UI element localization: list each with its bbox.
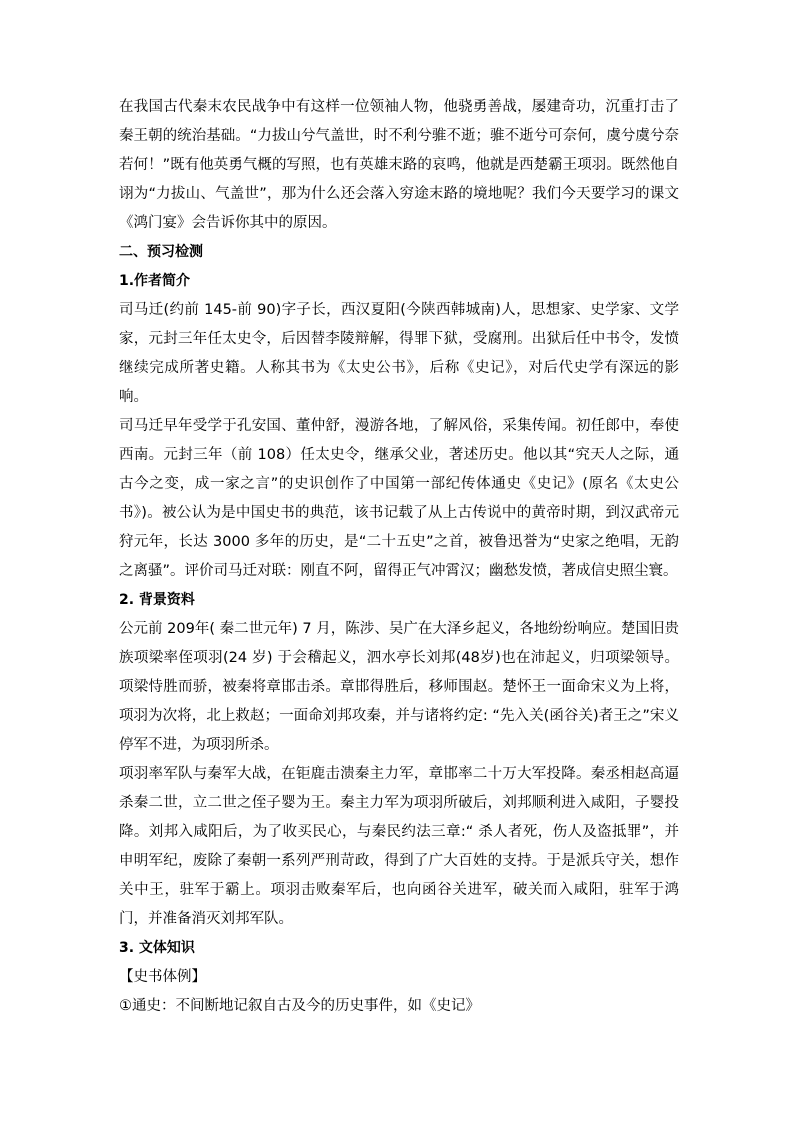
history-genre-subheading: 【史书体例】	[119, 969, 206, 985]
genre-list-item-1: ①通史：不间断地记叙自古及今的历史事件，如《史记》	[119, 998, 480, 1014]
document-page	[119, 93, 679, 1021]
author-intro-paragraph-2: 司马迁早年受学于孔安国、董仲舒，漫游各地，了解风俗，采集传闻。初任郎中，奉使西南。元封三年（前 108）任太史令，继承父业，著述历史。他以其“究天人之际，通古今之变，成一家之言”的史识创作了中国第一部纪传体通史《史记》(原名《太史公书》)。被公认为是中国史书的典范，该书记载了从上古传说中的黄帝时期，到汉武帝元狩元年，长达 3000 多年的历史，是“二十五史”之首，被鲁迅誉为“史家之绝唱，无韵之离骚”。评价司马迁对联：刚直不阿，留得正气冲霄汉；幽愁发愤，著成信史照尘寰。	[119, 418, 679, 579]
intro-paragraph: 在我国古代秦末农民战争中有这样一位领袖人物，他骁勇善战，屡建奇功，沉重打击了秦王朝的统治基础。“力拔山兮气盖世，时不利兮骓不逝；骓不逝兮可奈何，虞兮虞兮奈若何！”既有他英勇气概的写照，也有英雄末路的哀鸣，他就是西楚霸王项羽。既然他自诩为“力拔山、气盖世”，那为什么还会落入穷途末路的境地呢？我们今天要学习的课文《鸿门宴》会告诉你其中的原因。	[119, 99, 679, 231]
background-heading: 2. 背景资料	[119, 592, 195, 608]
genre-heading: 3. 文体知识	[119, 940, 195, 956]
author-intro-paragraph-1: 司马迁(约前 145-前 90)字子长，西汉夏阳(今陕西韩城南)人，思想家、史学家、文学家，元封三年任太史令，后因替李陵辩解，得罪下狱，受腐刑。出狱后任中书令，发愤继续完成所著史籍。人称其书为《太史公书》，后称《史记》，对后代史学有深远的影响。	[119, 302, 679, 405]
author-intro-heading: 1.作者简介	[119, 273, 191, 289]
section-heading-preview: 二、预习检测	[119, 244, 203, 260]
background-paragraph-1: 公元前 209年( 秦二世元年) 7 月，陈涉、吴广在大泽乡起义，各地纷纷响应。楚国旧贵族项梁率侄项羽(24 岁) 于会稽起义，泗水亭长刘邦(48岁)也在沛起义，归项梁领导。项梁恃胜而骄，被秦将章邯击杀。章邯得胜后，移师围赵。楚怀王一面命宋义为上将，项羽为次将，北上救赵；一面命刘邦攻秦，并与诸将约定: “先入关(函谷关)者王之”宋义停军不进，为项羽所杀。	[119, 621, 679, 753]
background-paragraph-2: 项羽率军队与秦军大战，在钜鹿击溃秦主力军，章邯率二十万大军投降。秦丞相赵高逼杀秦二世，立二世之侄子婴为王。秦主力军为项羽所破后，刘邦顺利进入咸阳，子婴投降。刘邦入咸阳后，为了收买民心，与秦民约法三章:“ 杀人者死，伤人及盗抵罪”，并申明军纪，废除了秦朝一系列严刑苛政，得到了广大百姓的支持。于是派兵守关，想作关中王，驻军于霸上。项羽击败秦军后，也向函谷关进军，破关而入咸阳，驻军于鸿门，并准备消灭刘邦军队。	[119, 766, 679, 927]
